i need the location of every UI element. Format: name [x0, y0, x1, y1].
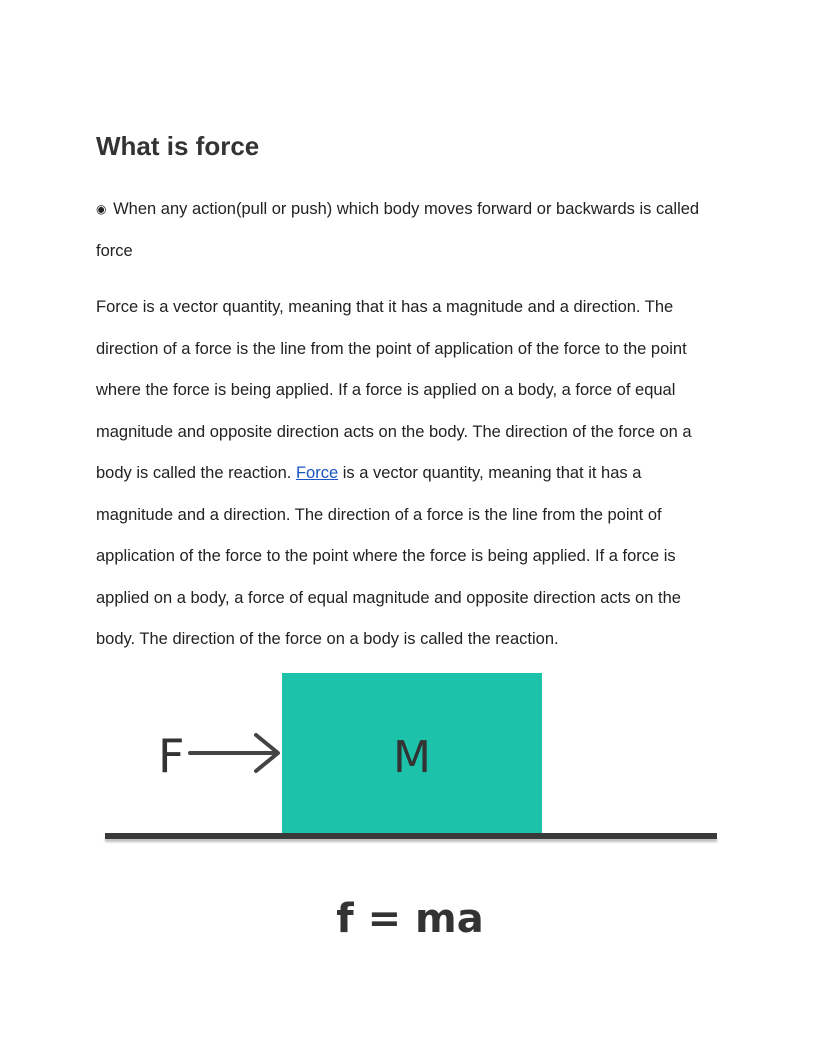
force-arrow — [190, 735, 278, 771]
force-link[interactable]: Force — [295, 464, 339, 482]
radio-bullet-icon: ◉ — [96, 202, 107, 216]
bullet-text: When any action(pull or push) which body moves forward or backwards is called force — [96, 200, 700, 260]
force-diagram — [100, 670, 720, 960]
bullet-item — [96, 189, 720, 272]
page-title: What is force — [96, 131, 260, 161]
mass-label: M — [393, 732, 431, 783]
body-paragraph — [96, 287, 720, 661]
force-label: F — [158, 729, 185, 783]
ground-line — [105, 833, 717, 839]
paragraph-text-start: Force is a vector quantity, meaning that it has a magnitude and a direction. The direction of a force is the line from the point of application of the force to the point where the force is being applied. If a force is applied on a body, a force of equal magnitude and opposite direction acts on the body. The direction of the force on a body is called the reaction. — [96, 298, 692, 482]
paragraph-text-end: is a vector quantity, meaning that it has a magnitude and a direction. The direction of a force is the line from the point of application of the force to the point where the force is being applied. If a force is applied on a body, a force of equal magnitude and opposite direction acts on the body. The direction of the force on a body is called the reaction. — [96, 464, 681, 648]
equation-label: f = ma — [336, 896, 484, 942]
